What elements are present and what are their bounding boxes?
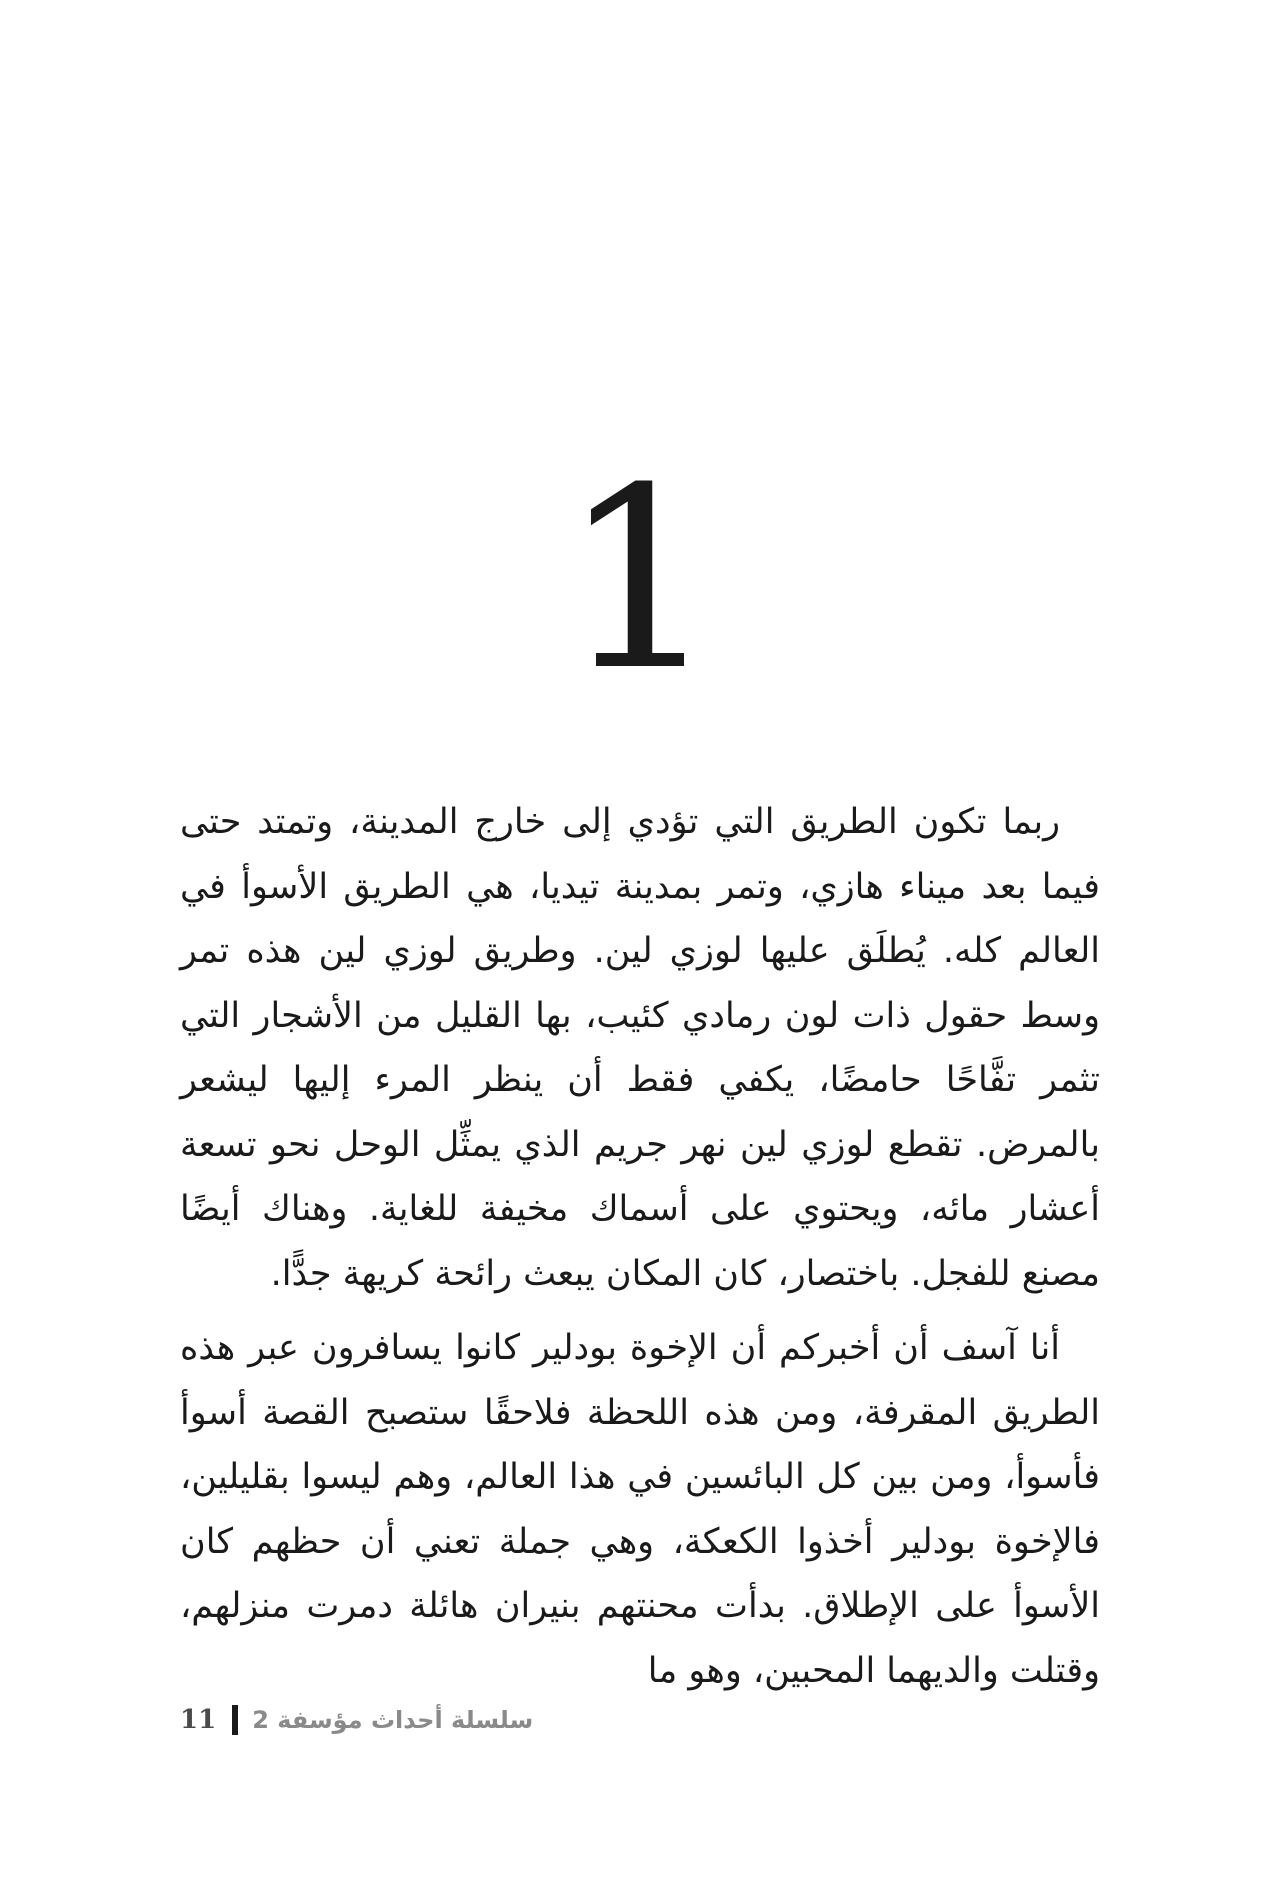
page-number: 11: [180, 1705, 217, 1735]
chapter-number: 1: [560, 434, 720, 725]
paragraph-1: ربما تكون الطريق التي تؤدي إلى خارج المدينة، وتمتد حتى فيما بعد ميناء هازي، وتمر بمدينة تيديا، هي الطريق الأسوأ في العالم كله. يُطلَق عليها لوزي لين. وطريق لوزي لين هذه تمر وسط حقول ذات لون رمادي كئيب، بها القليل من الأشجار التي تثمر تفَّاحًا حامضًا، يكفي فقط أن ينظر المرء إليها ليشعر بالمرض. تقطع لوزي لين نهر جريم الذي يمثِّل الوحل نحو تسعة أعشار مائه، ويحتوي على أسماك مخيفة للغاية. وهناك أيضًا مصنع للفجل. باختصار، كان المكان يبعث رائحة كريهة جدًّا.: [180, 802, 1100, 1294]
page-footer: [180, 1700, 533, 1740]
footer-divider: [232, 1705, 238, 1735]
paragraph-2: أنا آسف أن أخبركم أن الإخوة بودلير كانوا يسافرون عبر هذه الطريق المقرفة، ومن هذه اللحظة فلاحقًا ستصبح القصة أسوأ فأسوأ، ومن بين كل البائسين في هذا العالم، وهم ليسوا بقليلين، فالإخوة بودلير أخذوا الكعكة، وهي جملة تعني أن حظهم كان الأسوأ على الإطلاق. بدأت محنتهم بنيران هائلة دمرت منزلهم، وقتلت والديهما المحبين، وهو ما: [180, 1328, 1100, 1691]
series-title: سلسلة أحداث مؤسفة 2: [252, 1706, 534, 1734]
chapter-body: [180, 790, 1100, 1703]
